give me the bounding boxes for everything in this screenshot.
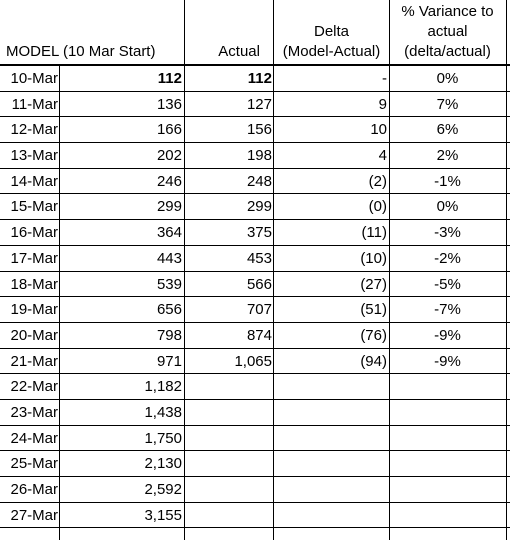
cell-pct[interactable]: -9%	[434, 326, 461, 344]
header-model-label: MODEL (10 Mar Start)	[6, 43, 156, 60]
cell-delta[interactable]: (0)	[368, 198, 387, 216]
cell-model[interactable]: 112	[157, 70, 182, 87]
header-pct[interactable]	[389, 0, 506, 64]
cell-date[interactable]: 11-Mar	[11, 95, 58, 113]
cell-delta[interactable]: 4	[378, 147, 387, 165]
cell-actual[interactable]	[184, 400, 274, 425]
table-row	[0, 503, 510, 529]
cell-date[interactable]: 13-Mar	[10, 147, 58, 165]
table-row	[0, 92, 510, 118]
cell-delta[interactable]	[274, 374, 389, 399]
cell-delta[interactable]: (2)	[368, 172, 387, 190]
cell-delta[interactable]: 10	[370, 121, 387, 139]
cell-pct[interactable]	[389, 451, 506, 476]
header-pct-line1: % Variance to	[401, 3, 494, 20]
table-row	[0, 194, 510, 220]
table-row	[0, 426, 510, 452]
table-row	[0, 374, 510, 400]
header-actual[interactable]	[184, 0, 274, 64]
cell-date[interactable]: 26-Mar	[10, 481, 58, 498]
cell-model[interactable]: 539	[156, 275, 182, 293]
cell-pct[interactable]	[389, 426, 506, 451]
cell-model[interactable]: 2,130	[144, 455, 182, 473]
cell-date[interactable]: 10-Mar	[10, 70, 58, 87]
cell-model[interactable]: 246	[156, 172, 182, 190]
cell-date[interactable]: 24-Mar	[10, 429, 58, 447]
cell-actual[interactable]: 198	[246, 147, 272, 165]
table-body	[0, 66, 510, 528]
cell-actual[interactable]	[184, 374, 274, 399]
cell-pct[interactable]: 0%	[436, 70, 459, 87]
header-delta-line2: (Model-Actual)	[282, 43, 381, 60]
cell-pct[interactable]: 2%	[436, 147, 459, 165]
cell-actual[interactable]: 299	[246, 198, 272, 216]
cell-delta[interactable]: 9	[378, 95, 387, 113]
cell-delta[interactable]: (51)	[360, 301, 387, 319]
cell-model[interactable]: 364	[156, 224, 182, 242]
cell-actual[interactable]: 375	[246, 224, 272, 242]
table-row	[0, 220, 510, 246]
cell-pct[interactable]	[389, 374, 506, 399]
cell-delta[interactable]: (27)	[360, 275, 387, 293]
cell-model[interactable]: 971	[156, 352, 182, 370]
cell-pct[interactable]: 0%	[436, 198, 459, 216]
cell-actual[interactable]: 248	[246, 172, 272, 190]
cell-model[interactable]: 1,750	[144, 429, 182, 447]
cell-pct[interactable]	[389, 400, 506, 425]
cell-pct[interactable]	[389, 503, 506, 528]
cell-date[interactable]: 14-Mar	[10, 172, 58, 190]
cell-date[interactable]: 17-Mar	[10, 249, 58, 267]
cell-model[interactable]: 299	[156, 198, 182, 216]
cell-actual[interactable]: 127	[246, 95, 272, 113]
cell-actual[interactable]: 156	[246, 121, 272, 139]
table-row	[0, 272, 510, 298]
header-pct-line2: actual	[427, 23, 468, 40]
table-row	[0, 297, 510, 323]
table-row	[0, 66, 510, 92]
table-row	[0, 143, 510, 169]
cell-model[interactable]: 1,438	[144, 403, 182, 421]
cell-pct[interactable]	[389, 477, 506, 502]
cell-actual[interactable]	[184, 426, 274, 451]
cell-pct[interactable]: 6%	[436, 121, 459, 139]
cell-delta[interactable]: (76)	[360, 326, 387, 344]
cell-delta[interactable]	[274, 477, 389, 502]
header-delta[interactable]	[274, 0, 389, 64]
cell-date[interactable]: 21-Mar	[10, 352, 58, 370]
table-row	[0, 117, 510, 143]
header-actual-label: Actual	[218, 43, 260, 60]
cell-actual[interactable]	[184, 477, 274, 502]
header-delta-line1: Delta	[313, 23, 350, 40]
cell-delta[interactable]: (11)	[361, 224, 387, 242]
cell-model[interactable]: 443	[156, 249, 182, 267]
cell-actual[interactable]: 874	[246, 326, 272, 344]
cell-model[interactable]: 136	[156, 95, 182, 113]
cell-date[interactable]: 18-Mar	[10, 275, 58, 293]
table-row	[0, 477, 510, 503]
cell-date[interactable]: 20-Mar	[10, 326, 58, 344]
cell-pct[interactable]: -7%	[434, 301, 461, 319]
cell-date[interactable]: 22-Mar	[10, 378, 58, 396]
cell-model[interactable]: 656	[156, 301, 182, 319]
cell-delta[interactable]	[274, 426, 389, 451]
cell-model[interactable]: 1,182	[144, 378, 182, 396]
cell-date[interactable]: 16-Mar	[10, 224, 58, 242]
cell-pct[interactable]: -2%	[434, 249, 461, 267]
cell-actual[interactable]: 1,065	[234, 352, 272, 370]
cell-date[interactable]: 23-Mar	[10, 403, 58, 421]
cell-pct[interactable]: 7%	[436, 95, 459, 113]
cell-date[interactable]: 19-Mar	[10, 301, 58, 319]
cell-actual[interactable]: 453	[246, 249, 272, 267]
cell-date[interactable]: 25-Mar	[10, 455, 58, 473]
cell-pct[interactable]: -3%	[434, 224, 461, 242]
table-row	[0, 451, 510, 477]
header-model[interactable]	[0, 0, 184, 64]
table-row	[0, 323, 510, 349]
header-pct-line3: (delta/actual)	[404, 43, 491, 60]
cell-delta[interactable]: (10)	[360, 249, 387, 267]
cell-actual[interactable]: 566	[246, 275, 272, 293]
cell-actual[interactable]: 707	[246, 301, 272, 319]
cell-actual[interactable]: 112	[247, 70, 272, 87]
cell-date[interactable]: 12-Mar	[10, 121, 58, 139]
cell-pct[interactable]: -1%	[434, 172, 461, 190]
cell-pct[interactable]: -5%	[434, 275, 461, 293]
cell-delta[interactable]: (94)	[360, 352, 387, 370]
cell-model[interactable]: 202	[156, 147, 182, 165]
cell-delta[interactable]	[274, 451, 389, 476]
cell-model[interactable]: 798	[156, 326, 182, 344]
cell-date[interactable]: 15-Mar	[10, 198, 58, 216]
cell-actual[interactable]	[184, 503, 274, 528]
cell-delta[interactable]	[274, 503, 389, 528]
cell-model[interactable]: 2,592	[144, 481, 182, 498]
table-row	[0, 246, 510, 272]
cell-model[interactable]: 166	[156, 121, 182, 139]
cell-pct[interactable]: -9%	[434, 352, 461, 370]
cell-delta[interactable]: -	[382, 70, 387, 87]
table-row	[0, 169, 510, 195]
cell-delta[interactable]	[274, 400, 389, 425]
cell-date[interactable]: 27-Mar	[10, 506, 58, 524]
table-row	[0, 349, 510, 375]
table-row	[0, 400, 510, 426]
cell-model[interactable]: 3,155	[144, 506, 182, 524]
cell-actual[interactable]	[184, 451, 274, 476]
